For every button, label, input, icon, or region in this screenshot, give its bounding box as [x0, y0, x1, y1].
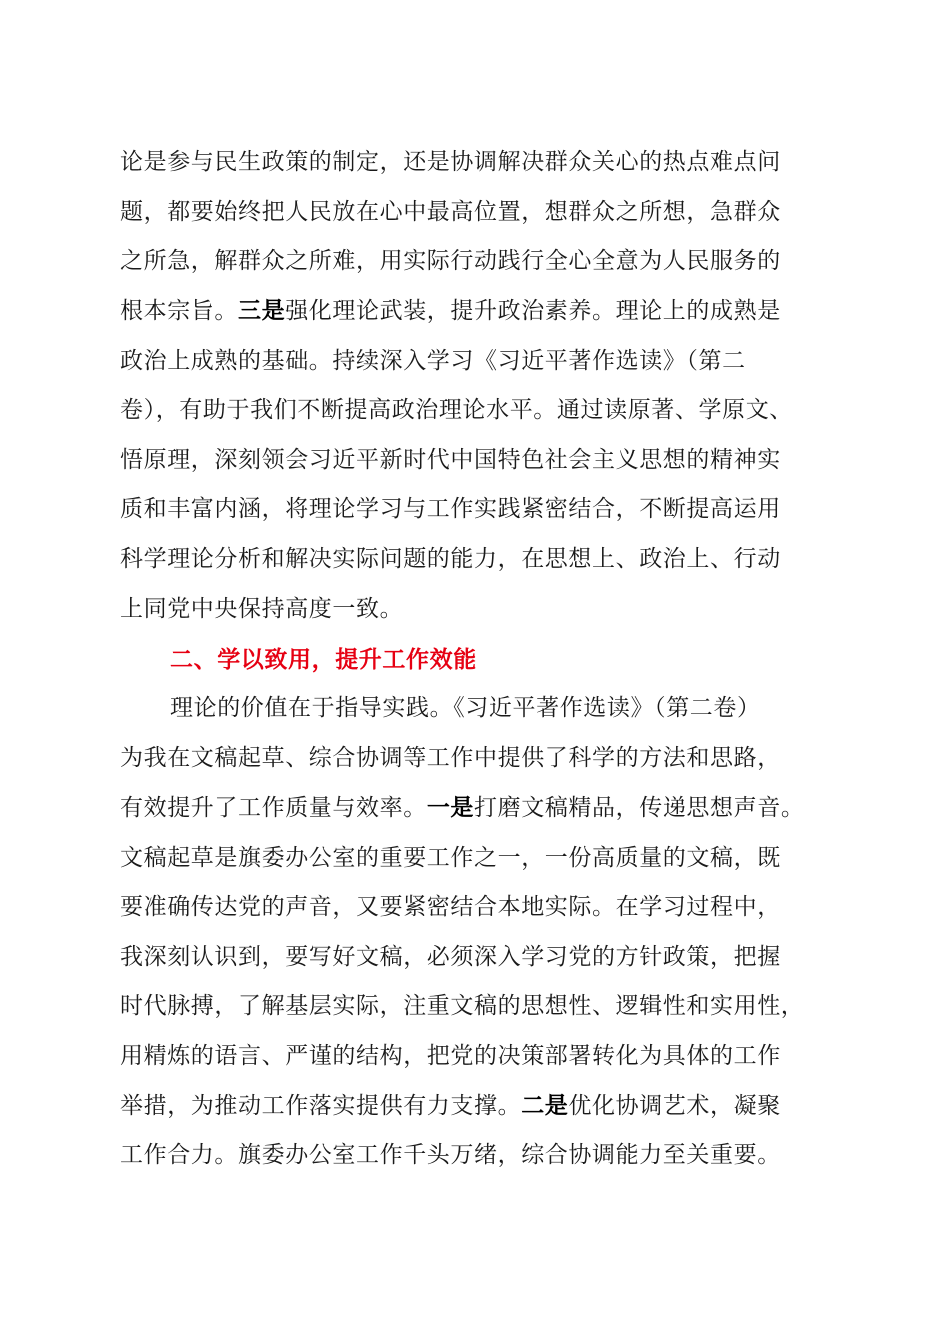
body-text-line: 之所急，解群众之所难，用实际行动践行全心全意为人民服务的: [120, 248, 781, 274]
body-text-line: 悟原理，深刻领会习近平新时代中国特色社会主义思想的精神实: [120, 447, 781, 473]
body-text-line: 科学理论分析和解决实际问题的能力，在思想上、政治上、行动: [120, 546, 781, 572]
body-text-line: 论是参与民生政策的制定，还是协调解决群众关心的热点难点问: [120, 149, 781, 175]
body-text-line: 我深刻认识到，要写好文稿，必须深入学习党的方针政策，把握: [120, 944, 781, 970]
body-text-line: 理论的价值在于指导实践。《习近平著作选读》（第二卷）: [170, 695, 761, 721]
text-segment: 举措，为推动工作落实提供有力支撑。: [120, 1093, 522, 1119]
text-segment: 打磨文稿精品，传递思想声音。: [474, 795, 805, 821]
body-text-line: 为我在文稿起草、综合协调等工作中提供了科学的方法和思路，: [120, 745, 781, 771]
text-segment: 优化协调艺术，凝聚: [568, 1093, 781, 1119]
body-text-line: 文稿起草是旗委办公室的重要工作之一，一份高质量的文稿，既: [120, 845, 781, 871]
text-segment: 有效提升了工作质量与效率。: [120, 795, 427, 821]
body-text-line: 时代脉搏，了解基层实际，注重文稿的思想性、逻辑性和实用性，: [120, 993, 805, 1019]
bold-marker: 三是: [238, 297, 286, 324]
body-text-line: 工作合力。旗委办公室工作千头万绪，综合协调能力至关重要。: [120, 1142, 781, 1168]
body-text-line: [120, 291, 781, 331]
body-text-line: 质和丰富内涵，将理论学习与工作实践紧密结合，不断提高运用: [120, 496, 781, 522]
body-text-line: 卷），有助于我们不断提高政治理论水平。通过读原著、学原文、: [120, 397, 793, 423]
text-segment: 根本宗旨。: [120, 298, 238, 324]
body-text-line: 政治上成熟的基础。持续深入学习《习近平著作选读》（第二: [120, 348, 746, 374]
bold-marker: 一是: [426, 794, 475, 821]
bold-marker: 二是: [521, 1092, 569, 1119]
body-text-line: [120, 1086, 781, 1126]
section-heading: 二、学以致用，提升工作效能: [170, 647, 477, 673]
text-segment: 强化理论武装，提升政治素养。理论上的成熟是: [285, 298, 781, 324]
body-text-line: 题，都要始终把人民放在心中最高位置，想群众之所想，急群众: [120, 199, 781, 225]
body-text-line: 要准确传达党的声音，又要紧密结合本地实际。在学习过程中，: [120, 894, 781, 920]
body-text-line: 上同党中央保持高度一致。: [120, 596, 404, 622]
body-text-line: [120, 788, 804, 828]
body-text-line: 用精炼的语言、严谨的结构，把党的决策部署转化为具体的工作: [120, 1043, 781, 1069]
